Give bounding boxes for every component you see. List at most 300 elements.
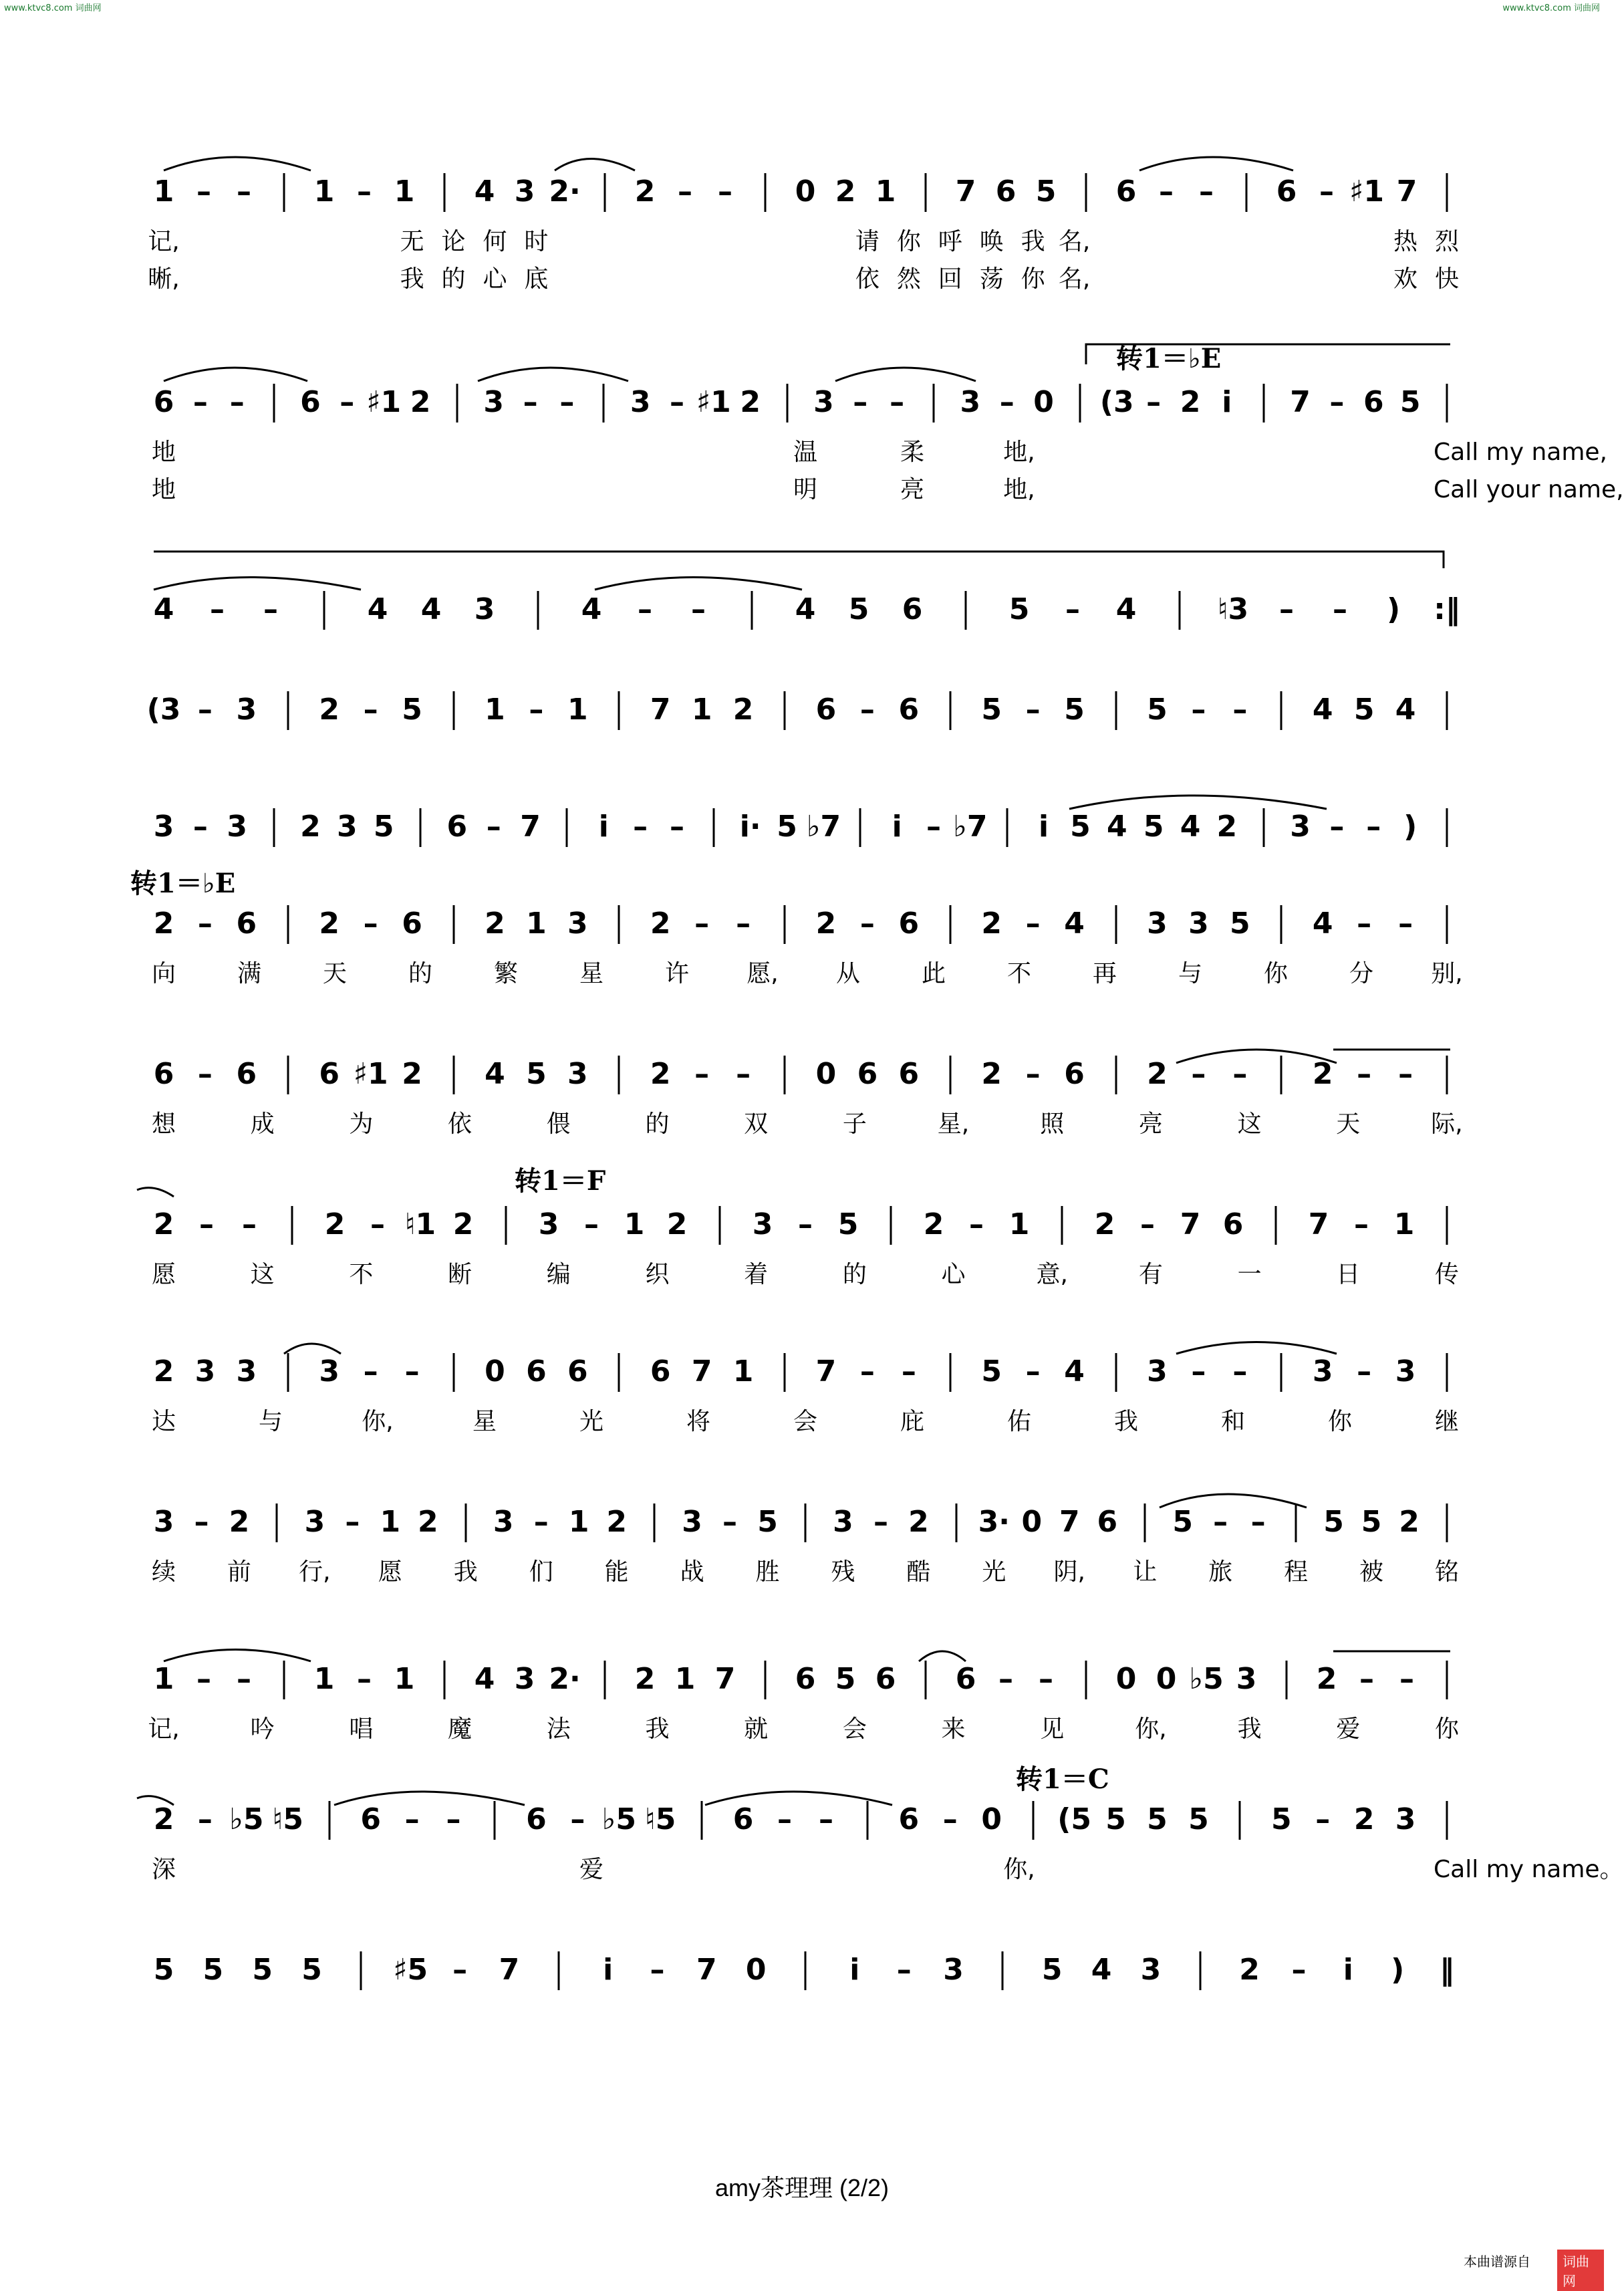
lyric-syllable: 这 <box>250 1261 275 1288</box>
note: 1 <box>394 1662 415 1696</box>
dash: – <box>363 693 378 727</box>
barline <box>949 1056 951 1094</box>
note: 2 <box>417 1505 438 1539</box>
note: 2 <box>319 693 340 727</box>
note: 5 <box>1008 592 1030 626</box>
dash: – <box>1357 1057 1372 1091</box>
barline <box>1032 1801 1034 1840</box>
lyric-syllable: 和 <box>1220 1408 1246 1435</box>
note: ♭5 <box>229 1802 264 1836</box>
note: i· <box>739 810 761 844</box>
note: ♭5 <box>1189 1662 1224 1696</box>
note: 6 <box>650 1354 671 1389</box>
note: 1 <box>875 174 896 209</box>
note: 1 <box>485 693 505 727</box>
note: 3 <box>514 174 535 209</box>
dash: – <box>999 385 1014 419</box>
dash: – <box>859 1354 875 1389</box>
dash: – <box>1140 1207 1155 1241</box>
dash: – <box>263 592 278 626</box>
note: 6 <box>153 1057 174 1091</box>
barline <box>765 1661 767 1699</box>
note: 6 <box>300 385 321 419</box>
note: 7 <box>696 1953 717 1987</box>
dash: – <box>1398 907 1413 941</box>
note: 4 <box>474 174 495 209</box>
note: 3 <box>630 385 651 419</box>
note: 1 <box>1393 1207 1415 1241</box>
note: 5 <box>1323 1505 1344 1539</box>
lyric-syllable: 你, <box>1135 1715 1167 1743</box>
barline <box>949 905 951 944</box>
note: 2 <box>153 1207 174 1241</box>
lyric-syllable: 见 <box>1040 1715 1065 1743</box>
bottom-watermark <box>0 2250 1604 2289</box>
lyric-syllable: 双 <box>744 1110 769 1138</box>
lyric-syllable: 达 <box>151 1408 176 1435</box>
barline <box>444 1661 446 1699</box>
lyric-line <box>0 1404 1604 1440</box>
dash: – <box>237 1662 251 1696</box>
lyric-line <box>0 261 1604 297</box>
barline <box>604 1661 606 1699</box>
lyric-syllable: 的 <box>842 1261 867 1288</box>
dash: – <box>1399 1662 1414 1696</box>
note: 2 <box>485 907 505 941</box>
note: 0 <box>485 1354 505 1389</box>
note: 3 <box>153 1505 174 1539</box>
note: 3 <box>236 693 257 727</box>
dash: – <box>196 1662 211 1696</box>
lyric-syllable: 吟 <box>250 1715 275 1743</box>
barline <box>603 384 605 423</box>
dash: – <box>363 907 378 941</box>
note: 4 <box>1180 810 1201 844</box>
note: 2 <box>153 1802 174 1836</box>
barline <box>1144 1503 1146 1542</box>
note: 7 <box>1396 174 1417 209</box>
note: (3 <box>146 693 181 727</box>
slur <box>835 368 976 381</box>
dash: – <box>969 1207 984 1241</box>
note: 3 <box>538 1207 559 1241</box>
dash: – <box>197 1802 213 1836</box>
barline <box>1002 1951 1004 1990</box>
lyric-syllable: 这 <box>1237 1110 1262 1138</box>
lyric-syllable: 会 <box>793 1408 818 1435</box>
barline <box>1061 1206 1063 1245</box>
lyric-syllable: 续 <box>151 1558 176 1586</box>
note: 4 <box>1064 907 1085 941</box>
note: 3 <box>1395 1802 1416 1836</box>
dash: – <box>1250 1505 1266 1539</box>
barline <box>273 808 275 847</box>
barline <box>1115 905 1117 944</box>
note: 3 <box>1188 907 1209 941</box>
dash: – <box>237 174 251 209</box>
note: 6 <box>526 1354 547 1389</box>
lyric-syllable: 从 <box>835 960 861 987</box>
lyric-syllable: 论 <box>441 228 466 255</box>
note: 7 <box>1180 1207 1201 1241</box>
lyric-syllable: 我 <box>453 1558 478 1586</box>
dash: – <box>1315 1802 1331 1836</box>
barline <box>1295 1503 1297 1542</box>
note: 2 <box>732 693 754 727</box>
note: 1 <box>394 174 415 209</box>
lyric-syllable: 你 <box>896 228 921 255</box>
note: 7 <box>1290 385 1311 419</box>
note: 5 <box>757 1505 778 1539</box>
note: i <box>1039 810 1049 844</box>
dash: – <box>452 1953 468 1987</box>
lyric-syllable: 天 <box>1336 1110 1361 1138</box>
dash: – <box>370 1207 385 1241</box>
lyric-syllable: 法 <box>546 1715 571 1743</box>
lyric-syllable: 继 <box>1434 1408 1460 1435</box>
barline <box>784 1353 786 1392</box>
note: 5 <box>1143 810 1164 844</box>
notation-row <box>0 1949 1604 1992</box>
note: 7 <box>650 693 671 727</box>
barline <box>1239 1801 1241 1840</box>
note: 5 <box>1188 1802 1209 1836</box>
note: 5 <box>1105 1802 1126 1836</box>
note: ♮5 <box>272 1802 303 1836</box>
lyric-syllable: 记, <box>148 1715 180 1743</box>
note: 0 <box>1021 1505 1043 1539</box>
dash: – <box>736 1057 751 1091</box>
note: 0 <box>981 1802 1002 1836</box>
note: (5 <box>1057 1802 1091 1836</box>
dash: – <box>942 1802 958 1836</box>
note: 2 <box>1147 1057 1168 1091</box>
note: 3 <box>1290 810 1311 844</box>
note: 1 <box>313 1662 335 1696</box>
note: 2 <box>1353 1802 1375 1836</box>
note: ) <box>1386 592 1401 626</box>
dash: – <box>650 1953 665 1987</box>
lyric-syllable: 旅 <box>1208 1558 1233 1586</box>
note: 2 <box>324 1207 346 1241</box>
dash: – <box>197 1057 213 1091</box>
lyric-syllable: 心 <box>941 1261 966 1288</box>
note: 6 <box>402 907 422 941</box>
dash: – <box>1279 592 1294 626</box>
note: 4 <box>1115 592 1137 626</box>
note: 6 <box>153 385 174 419</box>
note: 7 <box>499 1953 520 1987</box>
barline <box>618 905 620 944</box>
note: 3 <box>1395 1354 1416 1389</box>
slur <box>164 157 311 170</box>
barline <box>949 691 951 730</box>
note: :‖ <box>1434 592 1460 626</box>
note: 4 <box>474 1662 495 1696</box>
lyric-syllable: 的 <box>408 960 433 987</box>
dash: – <box>1232 1057 1248 1091</box>
note: 6 <box>236 1057 257 1091</box>
lyric-syllable: 铭 <box>1434 1558 1460 1586</box>
note: 4 <box>1106 810 1127 844</box>
note: 4 <box>1312 907 1333 941</box>
dash: – <box>1065 592 1080 626</box>
dash: – <box>1357 1354 1372 1389</box>
lyric-syllable: Call my name, <box>1434 439 1607 466</box>
note: 1 <box>732 1354 754 1389</box>
lyric-syllable: 意, <box>1036 1261 1068 1288</box>
lyric-syllable: 让 <box>1133 1558 1158 1586</box>
note: 5 <box>252 1953 273 1987</box>
dash: – <box>1333 592 1347 626</box>
lyric-syllable: 温 <box>793 439 818 466</box>
lyric-syllable: 为 <box>349 1110 374 1138</box>
dash: – <box>559 385 575 419</box>
barline <box>805 1503 807 1542</box>
note: 3 <box>227 810 248 844</box>
note: ♯1 <box>696 385 731 419</box>
dash: – <box>242 1207 257 1241</box>
lyric-syllable: 战 <box>680 1558 704 1586</box>
lyric-syllable: 你, <box>362 1408 394 1435</box>
barline <box>784 691 786 730</box>
note: 5 <box>373 810 394 844</box>
lyric-syllable: 爱 <box>579 1856 604 1883</box>
lyric-syllable: 星 <box>579 960 604 987</box>
note: 5 <box>1147 1802 1168 1836</box>
barline <box>1446 808 1448 847</box>
note: i <box>1222 385 1232 419</box>
lyric-syllable: 无 <box>400 228 424 255</box>
barline <box>786 384 788 423</box>
dash: – <box>404 1802 420 1836</box>
barline <box>1280 691 1282 730</box>
notation-row <box>0 806 1604 848</box>
note: ♯5 <box>393 1953 428 1987</box>
barline <box>1280 1056 1282 1094</box>
note: 0 <box>1115 1662 1137 1696</box>
note: 2 <box>452 1207 474 1241</box>
note: 4 <box>795 592 816 626</box>
dash: – <box>777 1802 793 1836</box>
note: 6 <box>995 174 1017 209</box>
lyric-line <box>0 1852 1624 1888</box>
note: 1 <box>691 693 712 727</box>
barline <box>701 1801 703 1840</box>
lyric-syllable: 许 <box>664 960 690 987</box>
note: 3 <box>194 1354 216 1389</box>
barline <box>360 1951 362 1990</box>
lyric-syllable: 深 <box>151 1856 176 1883</box>
dash: – <box>523 385 538 419</box>
dash: – <box>1319 174 1334 209</box>
note: 2 <box>634 1662 656 1696</box>
note: 5 <box>1353 693 1375 727</box>
note: 5 <box>202 1953 224 1987</box>
lyric-syllable: 地 <box>151 476 176 503</box>
note: 1 <box>153 1662 174 1696</box>
barline <box>1286 1661 1288 1699</box>
note: ♭5 <box>601 1802 636 1836</box>
dash: – <box>998 1662 1013 1696</box>
note: 2 <box>1216 810 1238 844</box>
note: ♭7 <box>806 810 841 844</box>
barline <box>784 1056 786 1094</box>
lyric-syllable: 你, <box>1003 1856 1035 1883</box>
barline <box>866 1801 868 1840</box>
dash: – <box>192 385 208 419</box>
lyric-syllable: 我 <box>1021 228 1045 255</box>
note: 1 <box>526 907 547 941</box>
note: 6 <box>1064 1057 1085 1091</box>
dash: – <box>1329 385 1345 419</box>
note: 6 <box>1363 385 1384 419</box>
note: 3 <box>493 1505 514 1539</box>
note: 3 <box>1312 1354 1333 1389</box>
barline <box>654 1503 656 1542</box>
lyric-syllable: 被 <box>1359 1558 1384 1586</box>
note: 0 <box>1033 385 1054 419</box>
note: 3 <box>336 810 358 844</box>
dash: – <box>926 810 941 844</box>
note: 6 <box>236 907 257 941</box>
note: 6 <box>567 1354 588 1389</box>
lyric-syllable: 能 <box>604 1558 629 1586</box>
notation-row <box>0 381 1604 424</box>
note: 7 <box>815 1354 837 1389</box>
note: 6 <box>898 907 920 941</box>
note: 2 <box>319 907 340 941</box>
dash: – <box>1354 1207 1369 1241</box>
note: 6 <box>319 1057 340 1091</box>
note: 3 <box>1236 1662 1257 1696</box>
lyric-syllable: 就 <box>744 1715 769 1743</box>
lyric-syllable: 回 <box>938 265 962 293</box>
key-change: 转1＝♭E <box>1116 343 1222 374</box>
note: 4 <box>367 592 388 626</box>
note: ♯1 <box>353 1057 388 1091</box>
note: 5 <box>981 693 1002 727</box>
barline <box>283 173 285 212</box>
barline <box>456 384 458 423</box>
note: 6 <box>898 1802 920 1836</box>
note: ♯1 <box>366 385 402 419</box>
note: 0 <box>815 1057 837 1091</box>
dash: – <box>1025 1354 1041 1389</box>
dash: – <box>1025 907 1041 941</box>
note: i <box>849 1953 860 1987</box>
note: 2 <box>153 1354 174 1389</box>
barline <box>933 384 935 423</box>
key-change: 转1＝F <box>515 1165 606 1197</box>
dash: – <box>345 1505 360 1539</box>
lyric-syllable: 光 <box>982 1558 1006 1586</box>
notation-row <box>0 170 1604 213</box>
barline <box>925 173 927 212</box>
lyric-syllable: 晰, <box>148 265 180 293</box>
note: 6 <box>732 1802 754 1836</box>
note: ♭7 <box>953 810 988 844</box>
note: 1 <box>568 1505 589 1539</box>
dash: – <box>1213 1505 1228 1539</box>
barline <box>1446 1503 1448 1542</box>
lyric-syllable: 底 <box>524 265 549 293</box>
note: 2 <box>1316 1662 1337 1696</box>
dash: – <box>197 693 213 727</box>
lyric-syllable: 你 <box>1434 1715 1460 1743</box>
note: 6 <box>1276 174 1297 209</box>
note: i <box>1343 1953 1353 1987</box>
note: 6 <box>795 1662 816 1696</box>
lyric-syllable: 着 <box>744 1261 769 1288</box>
dash: – <box>533 1505 549 1539</box>
dash: – <box>1146 385 1162 419</box>
notation-row <box>0 588 1604 631</box>
lyric-syllable: 别, <box>1431 960 1463 987</box>
note: 6 <box>898 1057 920 1091</box>
notation-row <box>0 1798 1604 1841</box>
barline <box>1115 691 1117 730</box>
lyric-syllable: 我 <box>1237 1715 1262 1743</box>
lyric-syllable: 呼 <box>938 228 962 255</box>
note: 2 <box>650 907 671 941</box>
barline <box>287 905 289 944</box>
barline <box>890 1206 892 1245</box>
barline <box>1085 173 1087 212</box>
note: 3 <box>474 592 495 626</box>
notation-row <box>0 1203 1604 1246</box>
note: 1 <box>567 693 588 727</box>
note: 5 <box>848 592 869 626</box>
note: 3 <box>236 1354 257 1389</box>
note: 3 <box>304 1505 325 1539</box>
note: ‖ <box>1440 1953 1454 1987</box>
dash: – <box>1232 693 1248 727</box>
lyric-syllable: 子 <box>842 1110 867 1138</box>
lyric-syllable: 成 <box>250 1110 275 1138</box>
barline <box>1446 1056 1448 1094</box>
notation-row <box>0 689 1604 731</box>
lyric-syllable: 日 <box>1336 1261 1361 1288</box>
lyric-syllable: 此 <box>921 960 946 987</box>
lyric-syllable: 亮 <box>900 476 925 503</box>
note: 5 <box>1035 174 1057 209</box>
barline <box>765 173 767 212</box>
lyric-syllable: 你 <box>1263 960 1289 987</box>
dash: – <box>529 693 544 727</box>
barline <box>505 1206 507 1245</box>
note: 2 <box>740 385 761 419</box>
note: 2 <box>835 174 856 209</box>
lyric-syllable: 热 <box>1393 228 1418 255</box>
note: 2 <box>229 1505 250 1539</box>
barline <box>1246 173 1248 212</box>
dash: – <box>691 592 706 626</box>
lyric-syllable: 愿 <box>151 1261 176 1288</box>
lyric-syllable: 偎 <box>546 1110 571 1138</box>
dash: – <box>570 1802 585 1836</box>
lyric-syllable: 的 <box>441 265 466 293</box>
note: 6 <box>955 1662 976 1696</box>
barline <box>287 1353 289 1392</box>
lyric-syllable: 向 <box>151 960 176 987</box>
dash: – <box>633 810 648 844</box>
note: 5 <box>1172 1505 1194 1539</box>
dash: – <box>199 1207 214 1241</box>
barline <box>1115 1353 1117 1392</box>
lyric-syllable: 愿, <box>747 960 779 987</box>
lyric-syllable: 心 <box>483 265 507 293</box>
